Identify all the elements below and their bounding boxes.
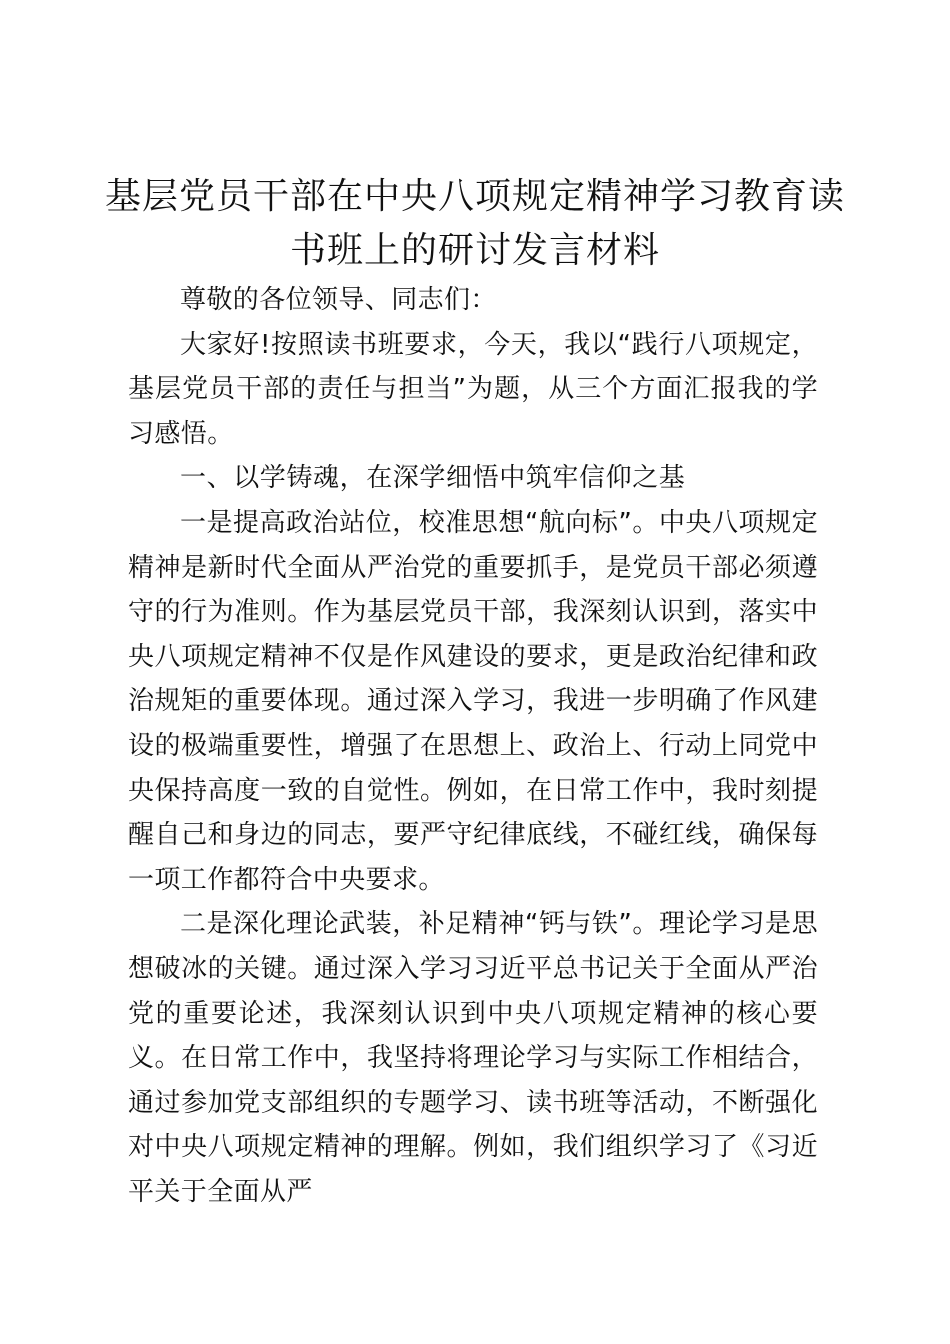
body-paragraph-2: 二是深化理论武装，补足精神“钙与铁”。理论学习是思想破冰的关键。通过深入学习习近平总书记关于全面从严治党的重要论述，我深刻认识到中央八项规定精神的核心要义。在日常工作中，我坚持将理论学习与实际工作相结合，通过参加党支部组织的专题学习、读书班等活动，不断强化对中央八项规定精神的理解。例如，我们组织学习了《习近平关于全面从严 — [128, 909, 818, 1207]
document-title: 基层党员干部在中央八项规定精神学习教育读书班上的研讨发言材料 — [104, 176, 845, 271]
salutation: 尊敬的各位领导、同志们： — [180, 285, 497, 315]
section-heading-1: 一、以学铸魂，在深学细悟中筑牢信仰之基 — [180, 463, 686, 494]
intro-paragraph: 大家好!按照读书班要求，今天，我以“践行八项规定，基层党员干部的责任与担当”为题，从三个方面汇报我的学习感悟。 — [128, 329, 818, 449]
body-paragraph-1: 一是提高政治站位，校准思想“航向标”。中央八项规定精神是新时代全面从严治党的重要抓手，是党员干部必须遵守的行为准则。作为基层党员干部，我深刻认识到，落实中央八项规定精神不仅是作风建设的要求，更是政治纪律和政治规矩的重要体现。通过深入学习，我进一步明确了作风建设的极端重要性，增强了在思想上、政治上、行动上同党中央保持高度一致的自觉性。例如，在日常工作中，我时刻提醒自己和身边的同志，要严守纪律底线，不碰红线，确保每一项工作都符合中央要求。 — [128, 507, 818, 895]
document-body — [128, 278, 818, 1214]
